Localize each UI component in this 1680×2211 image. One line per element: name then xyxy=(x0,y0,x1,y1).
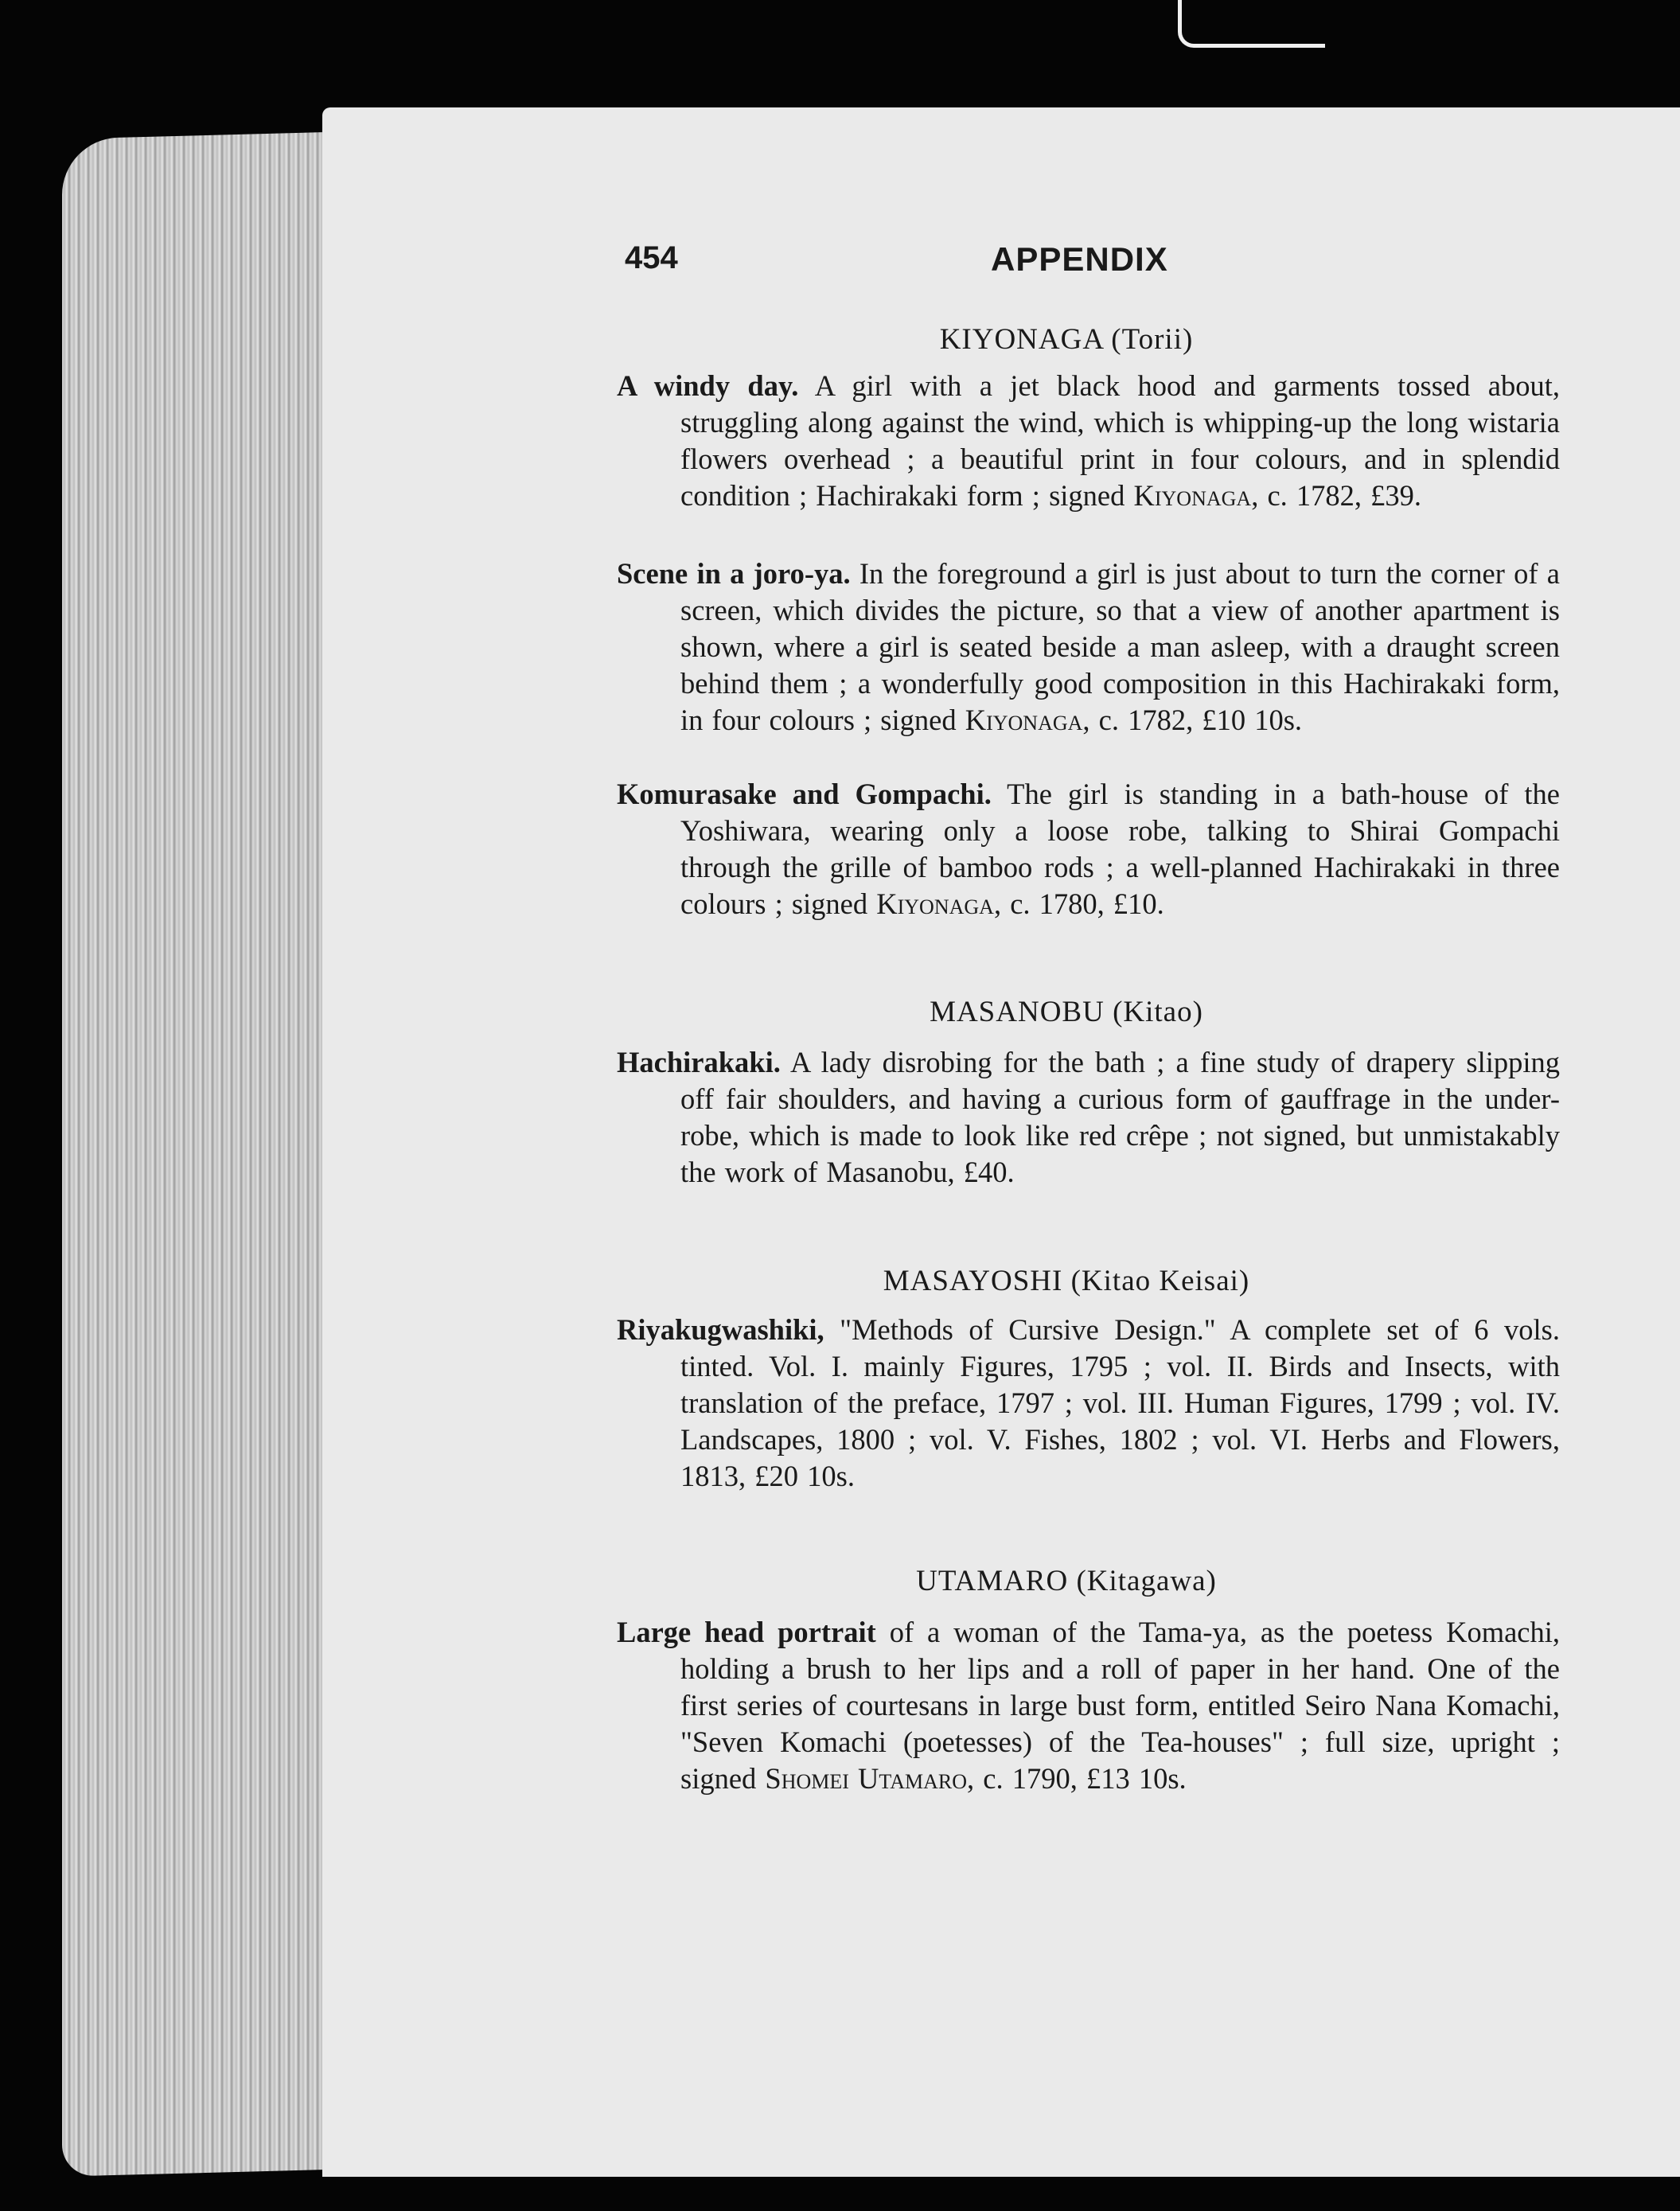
section-heading-utamaro: UTAMARO (Kitagawa) xyxy=(916,1565,1217,1597)
entry-text: In the foreground a girl is just about to turn the corner of a screen, which divides the picture, so that a view of another apartment is shown, where a girl is seated beside a man asleep, with a draught screen behind them ; a wonderfully good composition in this Hachirakaki form, in four colours ; signed xyxy=(680,557,1560,736)
entry-text: of a woman of the Tama-ya, as the poetess Komachi, holding a brush to her lips and a roll of paper in her hand. One of the first series of courtesans in large bust form, entitled Seiro Nana Komachi, "Seven Komachi (poetesses) of the Tea-houses" ; full size, upright ; signed xyxy=(680,1616,1561,1795)
entry-signature: Kiyonaga xyxy=(876,887,994,920)
page-number: 454 xyxy=(625,240,678,275)
entry-signature: Shomei Utamaro xyxy=(765,1762,968,1795)
running-head: APPENDIX xyxy=(991,240,1168,278)
entry-large-head-portrait xyxy=(617,1614,1560,1797)
entry-lead: Scene in a joro-ya. xyxy=(617,557,851,590)
entry-lead: Hachirakaki. xyxy=(617,1046,781,1078)
entry-signature: Kiyonaga xyxy=(1133,479,1252,512)
entry-hachirakaki xyxy=(617,1044,1560,1191)
entry-text: The girl is standing in a bath-house of the Yoshiwara, wearing only a loose robe, talking to Shirai Gompachi through the grille of bamboo rods ; a well-planned Hachirakaki in three colours ; signed xyxy=(680,778,1560,920)
entry-lead: Large head portrait xyxy=(617,1616,876,1648)
entry-signature: Kiyonaga xyxy=(965,704,1083,736)
entry-tail: , c. 1782, £10 10s. xyxy=(1082,704,1303,736)
section-heading-masayoshi: MASAYOSHI (Kitao Keisai) xyxy=(883,1265,1250,1297)
entry-lead: A windy day. xyxy=(617,369,799,402)
section-heading-kiyonaga: KIYONAGA (Torii) xyxy=(939,323,1194,356)
entry-lead: Riyakugwashiki, xyxy=(617,1313,824,1346)
entry-lead: Komurasake and Gompachi. xyxy=(617,778,992,810)
section-heading-masanobu: MASANOBU (Kitao) xyxy=(930,996,1203,1028)
entry-tail: , c. 1780, £10. xyxy=(993,887,1164,920)
entry-text: A lady disrobing for the bath ; a fine study of drapery slipping off fair shoulders, and having a curious form of gauffrage in the under-robe, which is made to look like red crêpe ; not signed, but unmistakably the work of Masanobu, £40. xyxy=(680,1046,1560,1188)
entry-riyakugwashiki xyxy=(617,1312,1560,1495)
entry-text: "Methods of Cursive Design." A complete set of 6 vols. tinted. Vol. I. mainly Figures, 1795 ; vol. II. Birds and Insects, with translation of the preface, 1797 ; vol. III. Human Figures, 1799 ; vol. IV. Landscapes, 1800 ; vol. V. Fishes, 1802 ; vol. VI. Herbs and Flowers, 1813, £20 10s. xyxy=(680,1313,1560,1492)
entry-windy-day xyxy=(617,368,1560,514)
entry-joro-ya xyxy=(617,556,1560,739)
entry-text: A girl with a jet black hood and garments tossed about, struggling along against the wind, which is whipping-up the long wistaria flowers overhead ; a beautiful print in four colours, and in splendid condition ; Hachirakaki form ; signed xyxy=(680,369,1560,512)
entry-tail: , c. 1782, £39. xyxy=(1251,479,1422,512)
entry-komurasake xyxy=(617,776,1560,922)
entry-tail: , c. 1790, £13 10s. xyxy=(967,1762,1187,1795)
